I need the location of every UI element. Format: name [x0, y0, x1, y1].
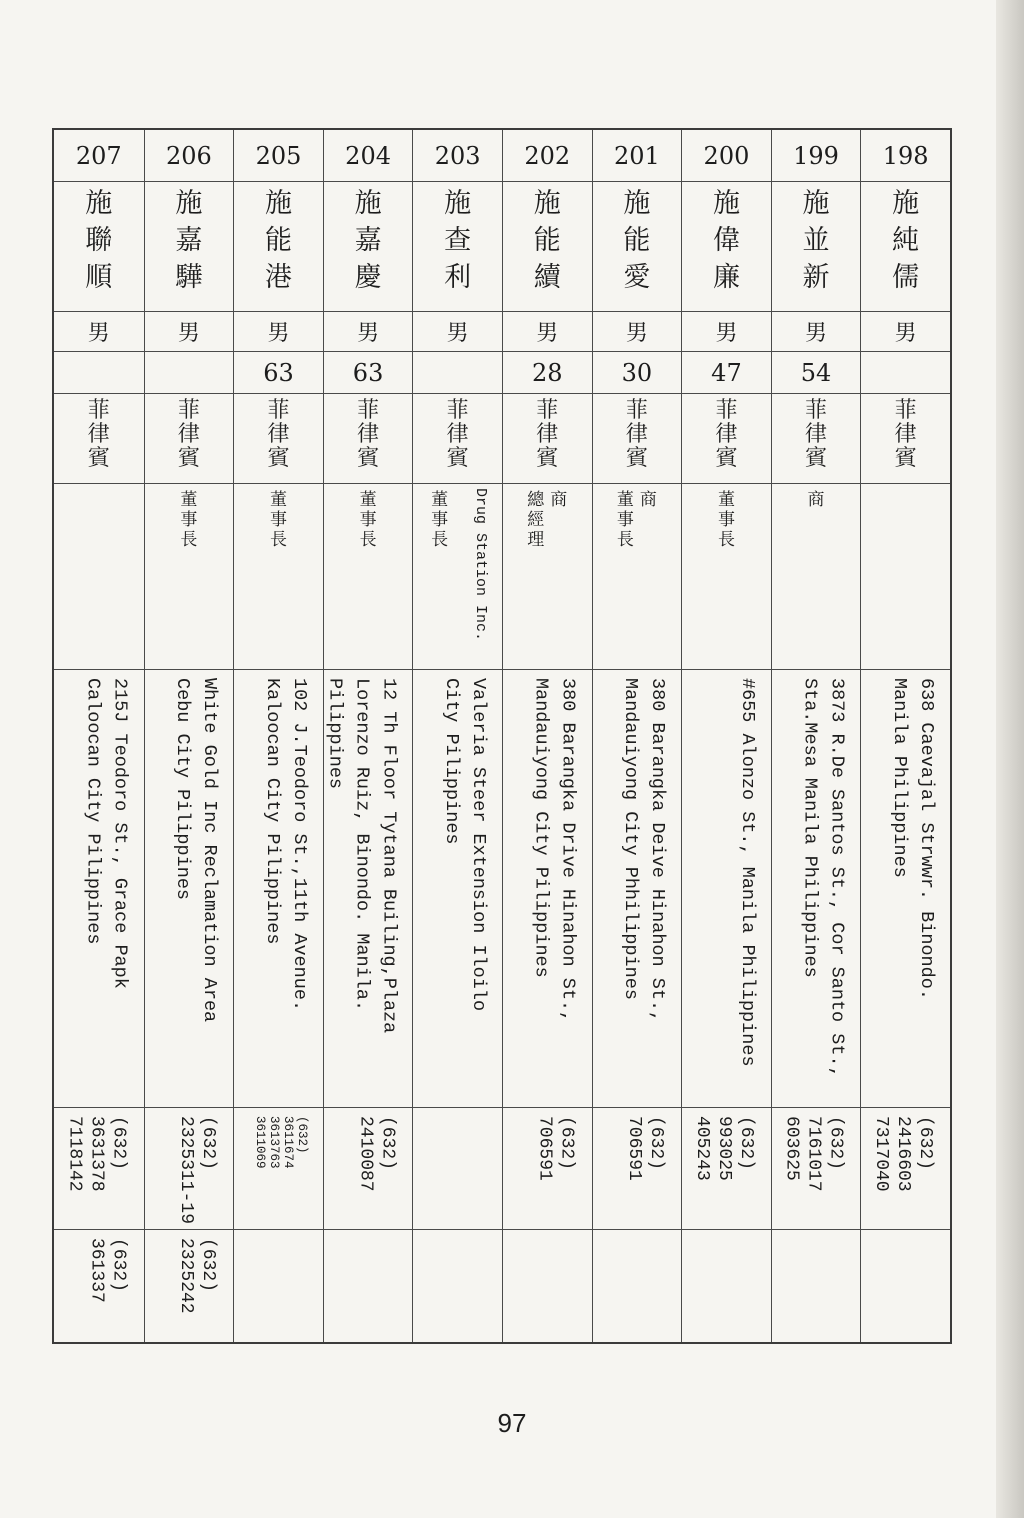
phone-text: (632) 7161017 603625 [781, 1116, 846, 1192]
name-cell [861, 182, 950, 312]
occupation-char: 事 [180, 510, 198, 531]
phone-text: (632) 3631378 7118142 [64, 1116, 129, 1192]
occupation-char: 長 [180, 530, 198, 551]
phone-cell [145, 1108, 234, 1230]
occupation-char: 事 [616, 510, 634, 531]
address-cell [324, 670, 413, 1108]
name-char: 施 [802, 188, 830, 219]
record-column-199 [771, 130, 861, 1342]
fax-cell [593, 1230, 682, 1342]
nationality-char: 律 [267, 422, 290, 447]
record-number: 207 [54, 130, 144, 182]
sex-cell: 男 [593, 312, 682, 352]
age-cell [861, 352, 950, 394]
occupation-char: 經 [527, 510, 545, 531]
nationality-char: 律 [177, 422, 200, 447]
phone-cell [503, 1108, 592, 1230]
address-cell [234, 670, 323, 1108]
occupation-cell [234, 484, 323, 670]
occupation-char: 長 [616, 530, 634, 551]
phone-cell [593, 1108, 682, 1230]
nationality-char: 菲 [177, 398, 200, 423]
registry-table [52, 128, 952, 1344]
occupation-line [718, 490, 735, 550]
name-char: 港 [264, 262, 292, 293]
phone-text: (632) 2410087 [355, 1116, 398, 1192]
nationality-char: 菲 [715, 398, 738, 423]
name-cell [145, 182, 234, 312]
fax-cell [145, 1230, 234, 1342]
record-column-198 [860, 130, 950, 1342]
nationality-char: 菲 [87, 398, 110, 423]
nationality-char: 菲 [536, 398, 559, 423]
fax-cell [772, 1230, 861, 1342]
occupation-cell [682, 484, 771, 670]
nationality-cell [503, 394, 592, 484]
address-text: 380 Barangka Deive Hinahon St., Mandauiyong City Phhilippines [620, 678, 669, 1023]
phone-cell [772, 1108, 861, 1230]
occupation-cell [413, 484, 502, 670]
nationality-char: 律 [894, 422, 917, 447]
age-cell: 47 [682, 352, 771, 394]
nationality-char: 賓 [87, 446, 110, 471]
nationality-cell [861, 394, 950, 484]
phone-cell [324, 1108, 413, 1230]
name-cell [413, 182, 502, 312]
nationality-char: 賓 [536, 446, 559, 471]
name-char: 純 [892, 225, 920, 256]
age-cell [145, 352, 234, 394]
nationality-char: 律 [87, 422, 110, 447]
nationality-cell [324, 394, 413, 484]
name-char: 施 [264, 188, 292, 219]
record-number: 199 [772, 130, 861, 182]
nationality-char: 菲 [625, 398, 648, 423]
occupation-char: 長 [717, 530, 735, 551]
sex-cell: 男 [413, 312, 502, 352]
address-text: 12 Th Floor Tytana Builing,Plaza Lorenzo Ruiz, Binondo. Manila. Pilippines [324, 678, 400, 1034]
nationality-char: 賓 [267, 446, 290, 471]
name-char: 能 [264, 225, 292, 256]
nationality-char: 菲 [446, 398, 469, 423]
address-cell [503, 670, 592, 1108]
company-name: Drug Station Inc. [471, 488, 489, 642]
name-char: 施 [712, 188, 740, 219]
nationality-char: 菲 [894, 398, 917, 423]
name-cell [503, 182, 592, 312]
nationality-char: 菲 [267, 398, 290, 423]
occupation-char: 董 [180, 490, 198, 510]
phone-text: (632) 706591 [624, 1116, 667, 1181]
age-cell [413, 352, 502, 394]
fax-cell [54, 1230, 144, 1342]
record-number: 205 [234, 130, 323, 182]
name-char: 偉 [712, 225, 740, 256]
occupation-char: 事 [431, 510, 449, 531]
fax-cell [503, 1230, 592, 1342]
fax-cell [861, 1230, 950, 1342]
nationality-cell [234, 394, 323, 484]
phone-text: (632) 3611674 3613763 3611069 [252, 1116, 309, 1169]
address-cell [861, 670, 950, 1108]
address-text: 102 J.Teodoro St.,11th Avenue. Kaloocan City Pilippines [261, 678, 310, 1012]
name-char: 儒 [892, 262, 920, 293]
occupation-char: 董 [616, 490, 634, 510]
occupation-char: 董 [359, 490, 377, 510]
record-column-202 [502, 130, 592, 1342]
age-cell: 63 [324, 352, 413, 394]
name-char: 廉 [712, 262, 740, 293]
age-cell: 54 [772, 352, 861, 394]
occupation-char: 董 [269, 490, 287, 510]
occupation-char: 理 [527, 530, 545, 551]
name-char: 驊 [175, 262, 203, 293]
fax-cell [324, 1230, 413, 1342]
record-column-203 [412, 130, 502, 1342]
name-char: 施 [85, 188, 113, 219]
age-cell: 30 [593, 352, 682, 394]
name-char: 施 [354, 188, 382, 219]
name-char: 能 [623, 225, 651, 256]
name-cell [54, 182, 144, 312]
sex-cell: 男 [145, 312, 234, 352]
address-cell [593, 670, 682, 1108]
nationality-char: 律 [536, 422, 559, 447]
nationality-char: 律 [357, 422, 380, 447]
record-column-205 [233, 130, 323, 1342]
name-cell [324, 182, 413, 312]
occupation-char: 長 [269, 530, 287, 551]
occupation-cell [861, 484, 950, 670]
nationality-char: 律 [446, 422, 469, 447]
occupation-line [527, 490, 544, 550]
name-char: 施 [444, 188, 472, 219]
name-char: 施 [533, 188, 561, 219]
name-cell [234, 182, 323, 312]
phone-cell [682, 1108, 771, 1230]
occupation-line [550, 490, 567, 550]
address-cell [413, 670, 502, 1108]
name-char: 續 [533, 262, 561, 293]
occupation-char: 長 [359, 530, 377, 551]
name-char: 能 [533, 225, 561, 256]
address-text: 3873 R.De Santos St., Cor Santo St., Sta.Mesa Manila Philippines [799, 678, 848, 1078]
age-cell: 28 [503, 352, 592, 394]
name-char: 順 [85, 262, 113, 293]
nationality-char: 菲 [357, 398, 380, 423]
nationality-cell [593, 394, 682, 484]
phone-text: (632) 993025 405243 [691, 1116, 756, 1181]
phone-cell [234, 1108, 323, 1230]
name-char: 施 [175, 188, 203, 219]
occupation-line [617, 490, 634, 550]
occupation-cell [54, 484, 144, 670]
phone-text: (632) 2416603 7317040 [870, 1116, 935, 1192]
occupation-line [640, 490, 657, 550]
sex-cell: 男 [234, 312, 323, 352]
occupation-char: 事 [359, 510, 377, 531]
sex-cell: 男 [682, 312, 771, 352]
fax-text: (632) 361337 [86, 1238, 129, 1303]
nationality-char: 賓 [894, 446, 917, 471]
page-edge-shadow [996, 0, 1024, 1518]
occupation-char: 商 [639, 490, 657, 510]
address-text: 215J Teodoro St., Grace Papk Caloocan City Pilippines [82, 678, 131, 989]
age-cell: 63 [234, 352, 323, 394]
phone-text: (632) 2325311-19 [176, 1116, 219, 1225]
record-column-201 [592, 130, 682, 1342]
record-column-207 [54, 130, 144, 1342]
nationality-char: 賓 [357, 446, 380, 471]
phone-text: (632) 706591 [534, 1116, 577, 1181]
nationality-char: 賓 [625, 446, 648, 471]
nationality-char: 賓 [805, 446, 828, 471]
occupation-char: 董 [431, 490, 449, 510]
occupation-char: 總 [527, 490, 545, 510]
nationality-cell [772, 394, 861, 484]
age-cell [54, 352, 144, 394]
phone-cell [54, 1108, 144, 1230]
address-cell [145, 670, 234, 1108]
sex-cell: 男 [54, 312, 144, 352]
occupation-line [431, 490, 448, 550]
name-char: 並 [802, 225, 830, 256]
nationality-char: 律 [625, 422, 648, 447]
sex-cell: 男 [861, 312, 950, 352]
record-column-206 [144, 130, 234, 1342]
occupation-line [180, 490, 197, 550]
occupation-cell [593, 484, 682, 670]
nationality-char: 賓 [177, 446, 200, 471]
occupation-char: 事 [717, 510, 735, 531]
address-text: 638 Caevajal Strwwr. Binondo. Manila Philippines [888, 678, 937, 1000]
occupation-cell [772, 484, 861, 670]
fax-cell [234, 1230, 323, 1342]
record-number: 204 [324, 130, 413, 182]
nationality-char: 賓 [715, 446, 738, 471]
nationality-char: 菲 [805, 398, 828, 423]
nationality-cell [682, 394, 771, 484]
address-text: White Gold Inc Reclamation Area Cebu City Pilippines [172, 678, 221, 1023]
occupation-cell [503, 484, 592, 670]
name-cell [682, 182, 771, 312]
nationality-char: 律 [805, 422, 828, 447]
name-char: 利 [444, 262, 472, 293]
record-number: 198 [861, 130, 950, 182]
phone-cell [413, 1108, 502, 1230]
sex-cell: 男 [324, 312, 413, 352]
address-cell [54, 670, 144, 1108]
occupation-line [270, 490, 287, 550]
record-number: 206 [145, 130, 234, 182]
name-cell [593, 182, 682, 312]
occupation-char: 商 [807, 490, 825, 510]
record-column-204 [323, 130, 413, 1342]
phone-cell [861, 1108, 950, 1230]
name-cell [772, 182, 861, 312]
name-char: 施 [623, 188, 651, 219]
fax-text: (632) 2325242 [176, 1238, 219, 1314]
occupation-char: 董 [717, 490, 735, 510]
fax-cell [413, 1230, 502, 1342]
nationality-char: 律 [715, 422, 738, 447]
name-char: 查 [444, 225, 472, 256]
record-number: 203 [413, 130, 502, 182]
occupation-char: 事 [269, 510, 287, 531]
occupation-cell [324, 484, 413, 670]
record-number: 201 [593, 130, 682, 182]
page-number: 97 [497, 1408, 527, 1438]
name-char: 新 [802, 262, 830, 293]
nationality-char: 賓 [446, 446, 469, 471]
address-cell [682, 670, 771, 1108]
name-char: 施 [892, 188, 920, 219]
nationality-cell [413, 394, 502, 484]
name-char: 慶 [354, 262, 382, 293]
sex-cell: 男 [503, 312, 592, 352]
occupation-cell [145, 484, 234, 670]
name-char: 嘉 [354, 225, 382, 256]
occupation-line [808, 490, 825, 510]
nationality-cell [145, 394, 234, 484]
occupation-line [360, 490, 377, 550]
occupation-char: 長 [431, 530, 449, 551]
occupation-char: 商 [550, 490, 568, 510]
address-text: 380 Barangka Drive Hinahon St., Mandauiyong City Pilippines [530, 678, 579, 1023]
address-text: Valeria Steer Extension Iloilo City Pilippines [440, 678, 489, 1012]
nationality-cell [54, 394, 144, 484]
address-cell [772, 670, 861, 1108]
sex-cell: 男 [772, 312, 861, 352]
name-char: 愛 [623, 262, 651, 293]
record-number: 202 [503, 130, 592, 182]
address-text: #655 Alonzo St., Manila Philippines [736, 678, 758, 1067]
name-char: 嘉 [175, 225, 203, 256]
record-column-200 [681, 130, 771, 1342]
name-char: 聯 [85, 225, 113, 256]
record-number: 200 [682, 130, 771, 182]
fax-cell [682, 1230, 771, 1342]
